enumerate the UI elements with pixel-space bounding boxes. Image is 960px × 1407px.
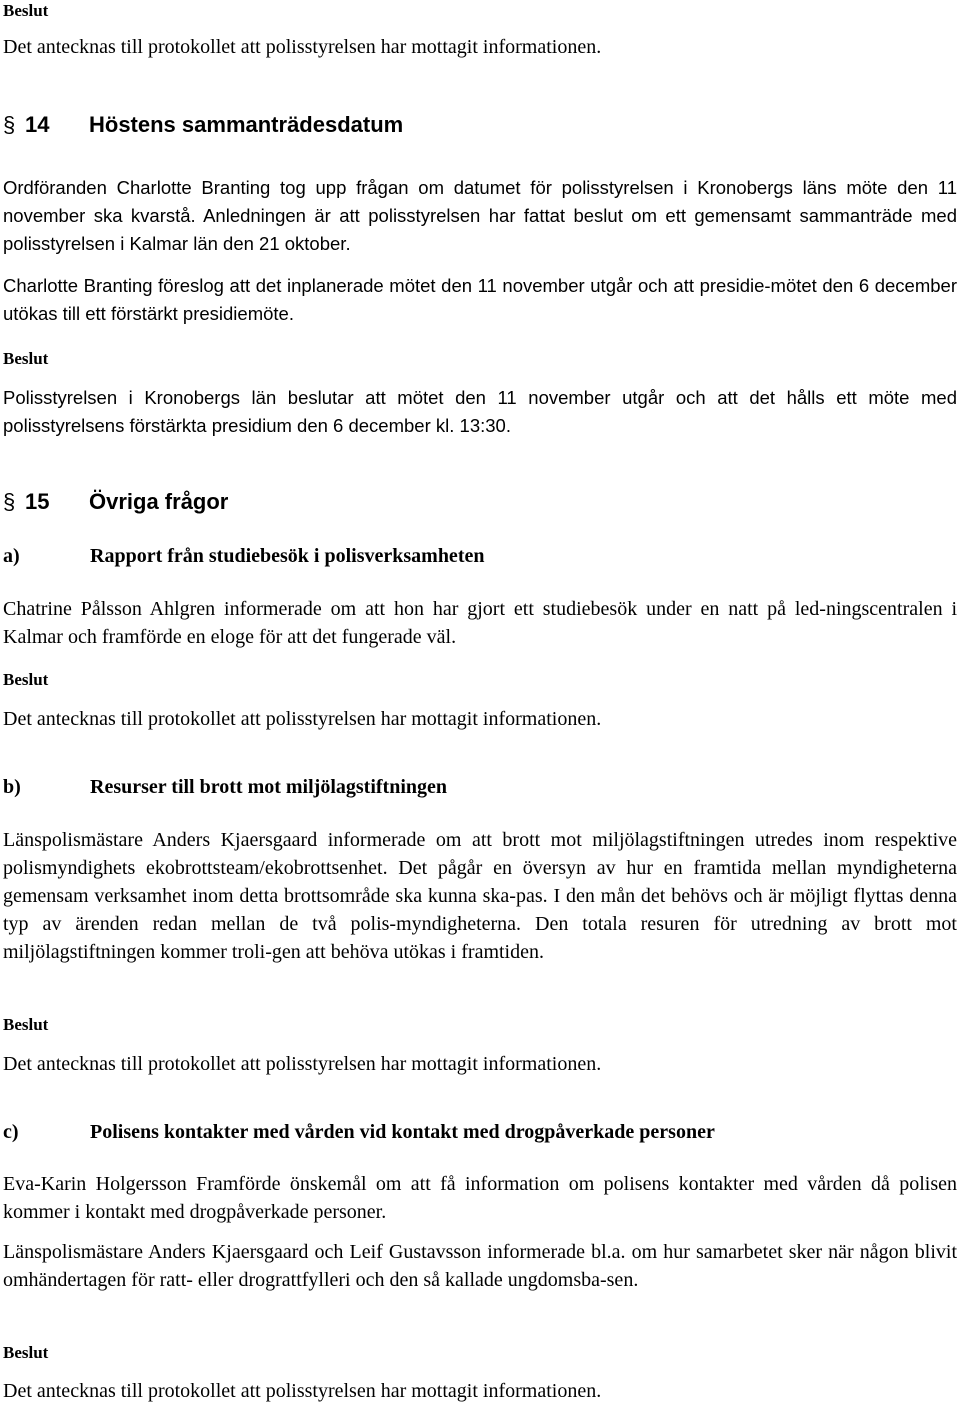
section-symbol: § (3, 489, 16, 514)
subsection-b-decision: Det antecknas till protokollet att polisstyrelsen har mottagit informationen. (3, 1053, 602, 1075)
subsection-a-paragraph: Chatrine Pålsson Ahlgren informerade om att hon har gjort ett studiebesök under en natt på led-ningscentralen i Kalmar och framförde en eloge för att det fungerade väl. (3, 598, 957, 648)
subsection-b-heading (3, 773, 447, 801)
subsection-c-heading (3, 1118, 715, 1146)
section-number: 14 (25, 112, 50, 137)
subsection-title: Polisens kontakter med vården vid kontakt med drogpåverkade personer (90, 1121, 715, 1143)
beslut-label: Beslut (3, 349, 49, 368)
subsection-title: Rapport från studiebesök i polisverksamheten (90, 545, 485, 567)
section-14-decision: Polisstyrelsen i Kronobergs län beslutar att mötet den 11 november utgår och att det hålls ett möte med polisstyrelsens förstärkta presidium den 6 december kl. 13:30. (3, 387, 957, 436)
subsection-c-paragraph-2: Länspolismästare Anders Kjaersgaard och Leif Gustavsson informerade bl.a. om hur samarbetet sker när någon blivit omhändertagen för ratt- eller drograttfylleri och den så kallade ungdomsba-sen. (3, 1241, 957, 1291)
subsection-a-heading (3, 542, 484, 570)
beslut-label: Beslut (3, 1015, 49, 1034)
subsection-c-paragraph-1: Eva-Karin Holgersson Framförde önskemål om att få information om polisens kontakter med vården då polisen kommer i kontakt med drogpåverkade personer. (3, 1173, 957, 1223)
subsection-b-paragraph: Länspolismästare Anders Kjaersgaard informerade om att brott mot miljölagstiftningen utredes inom respektive polismyndighets ekobrottsteam/ekobrottsenhet. Det pågår en översyn av hur en framtida mellan myndigheterna gemensam verksamhet inom detta brottsområde ska kunna ska-pas. I den mån det behövs och är möjligt flyttas denna typ av ärenden redan mellan de två polis-myndigheterna. Den totala resuren för utredning av brott mot miljölagstiftningen kommer troli-gen att behöva utökas i framtiden. (3, 829, 957, 963)
section-number: 15 (25, 489, 50, 514)
section-14-paragraph-2: Charlotte Branting föreslog att det inplanerade mötet den 11 november utgår och att presidie-mötet den 6 december utökas till ett förstärkt presidiemöte. (3, 275, 957, 324)
subsection-title: Resurser till brott mot miljölagstiftningen (90, 776, 448, 798)
beslut-label: Beslut (3, 670, 49, 689)
decision-text: Det antecknas till protokollet att polisstyrelsen har mottagit informationen. (3, 36, 602, 58)
section-title: Höstens sammanträdesdatum (89, 112, 404, 137)
section-14-paragraph-1: Ordföranden Charlotte Branting tog upp frågan om datumet för polisstyrelsen i Kronobergs läns möte den 11 november ska kvarstå. Anledningen är att polisstyrelsen har fattat beslut om ett gemensamt sammanträde med polisstyrelsen i Kalmar län den 21 oktober. (3, 177, 957, 254)
beslut-label: Beslut (3, 1343, 49, 1362)
section-symbol: § (3, 112, 16, 137)
subsection-letter: c) (3, 1121, 19, 1143)
section-title: Övriga frågor (89, 489, 229, 514)
subsection-a-decision: Det antecknas till protokollet att polisstyrelsen har mottagit informationen. (3, 708, 602, 730)
beslut-label: Beslut (3, 1, 49, 20)
subsection-letter: b) (3, 776, 21, 798)
section-15-heading (3, 487, 228, 517)
section-14-heading (3, 110, 403, 140)
subsection-letter: a) (3, 545, 20, 567)
subsection-c-decision: Det antecknas till protokollet att polisstyrelsen har mottagit informationen. (3, 1380, 602, 1402)
